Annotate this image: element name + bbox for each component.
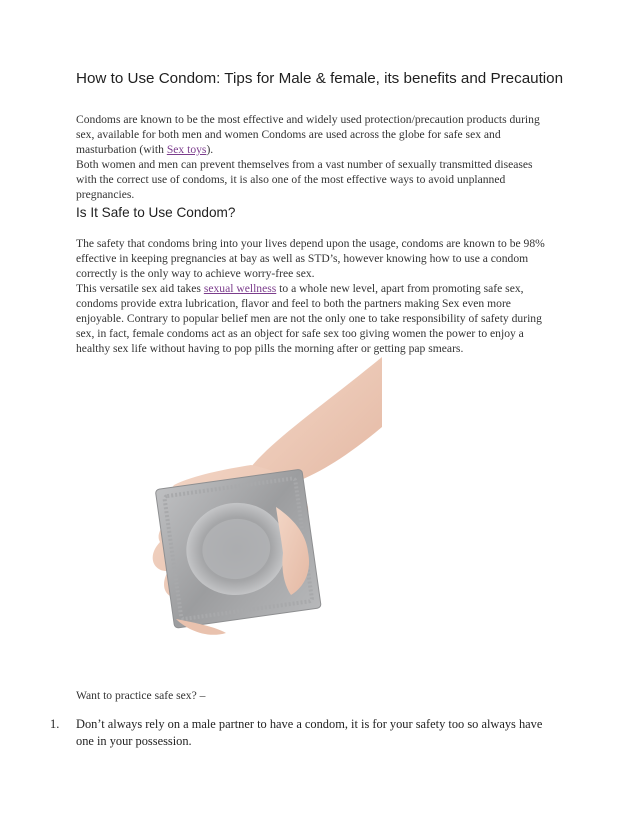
list-number: 1. (50, 717, 60, 731)
sexual-wellness-link[interactable]: sexual wellness (203, 282, 277, 295)
intro-line: Condoms are known to be the most effective and widely used protection/precaution products during (76, 113, 540, 126)
intro-line: sex, available for both men and women Condoms are used across the globe for safe sex and (76, 128, 501, 141)
safety-line: healthy sex life without having to pop pills the morning after or getting pap smears. (76, 342, 464, 355)
intro-line (76, 142, 576, 157)
intro-line: with the correct use of condoms, it is also one of the most effective ways to avoid unplanned (76, 173, 506, 186)
safety-line: sex, in fact, female condoms act as an object for safe sex too giving women the power to enjoy a (76, 327, 524, 340)
sex-toys-link[interactable]: Sex toys (166, 143, 207, 156)
safety-line: effective in keeping pregnancies at bay as well as STD’s, however knowing how to use a condom (76, 252, 529, 265)
safety-line: correctly is the only way to achieve worry-free sex. (76, 267, 315, 280)
safety-text: This versatile sex aid takes (76, 282, 204, 295)
hand-holding-condom-illustration (76, 357, 382, 675)
intro-line: pregnancies. (76, 188, 135, 201)
safety-line: The safety that condoms bring into your lives depend upon the usage, condoms are known to be 98% (76, 237, 545, 250)
list-line: one in your possession. (76, 734, 192, 748)
list-line: Don’t always rely on a male partner to have a condom, it is for your safety too so always have (76, 717, 543, 731)
hand-holding-condom-image (76, 357, 382, 675)
list-text (76, 716, 596, 750)
section-heading: Is It Safe to Use Condom? (76, 205, 236, 220)
page-title: How to Use Condom: Tips for Male & female, its benefits and Precaution (76, 70, 564, 87)
caption-text: Want to practice safe sex? – (76, 689, 206, 702)
safety-line (76, 281, 576, 296)
intro-text: ). (206, 143, 214, 156)
safety-line: condoms provide extra lubrication, flavor and feel to both the partners making Sex even more (76, 297, 511, 310)
intro-paragraph (76, 112, 576, 202)
intro-text: masturbation (with (76, 143, 167, 156)
intro-line: Both women and men can prevent themselves from a vast number of sexually transmitted diseases (76, 158, 533, 171)
safety-line: enjoyable. Contrary to popular belief men are not the only one to take responsibility of safety during (76, 312, 542, 325)
safety-text: to a whole new level, apart from promoting safe sex, (276, 282, 524, 295)
safety-paragraph (76, 236, 576, 356)
